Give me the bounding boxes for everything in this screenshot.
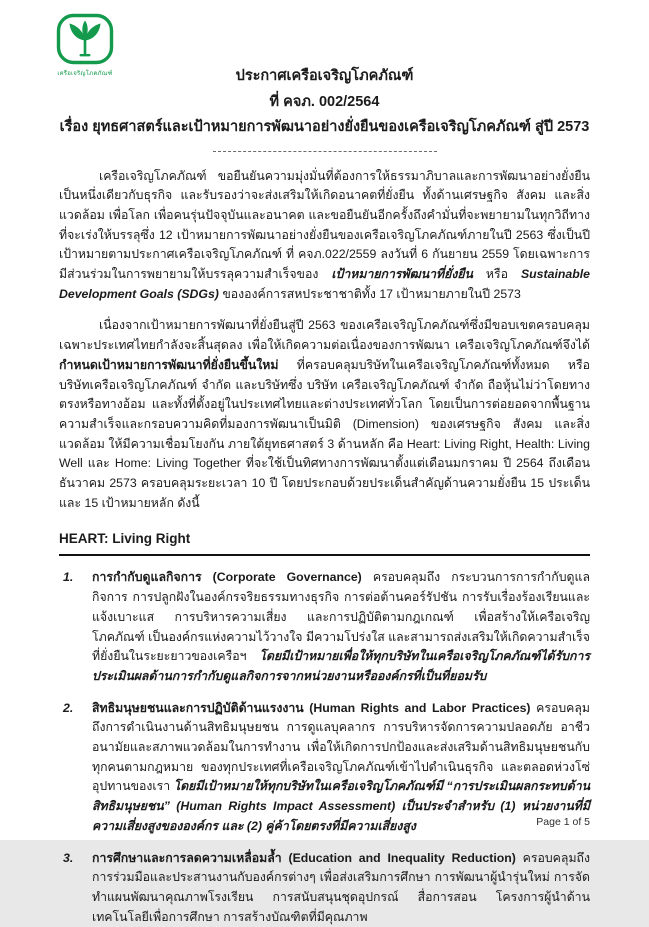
section-heading-heart: HEART: Living Right [59, 531, 590, 556]
paragraph-strategy: เนื่องจากเป้าหมายการพัฒนาที่ยั่งยืนสู่ปี 2563 ของเครือเจริญโภคภัณฑ์ซึ่งมีขอบเขตครอบคลุมเฉพาะประเทศไทยกำลังจะสิ้นสุดลง เพื่อให้เกิดความต่อเนื่องของการพัฒนา เครือเจริญโภคภัณฑ์จึงได้กำหนดเป้าหมายการพัฒนาที่ยั่งยืนขึ้นใหม่ ที่ครอบคลุมบริษัทในเครือเจริญโภคภัณฑ์ทั้งหมด หรือบริษัทเครือเจริญโภคภัณฑ์ จำกัด และบริษัทซึ่ง บริษัท เครือเจริญโภคภัณฑ์ จำกัด ถือหุ้นไม่ว่าโดยทางตรงหรือทางอ้อม และทั้งที่ตั้งอยู่ในประเทศไทยและต่างประเทศทั่วโลก โดยเป็นการต่อยอดจากพื้นฐานความสำเร็จและกรอบความคิดที่มองการพัฒนาเป็นมิติ (Dimension) ของเศรษฐกิจ สังคม และสิ่งแวดล้อม ให้มีความเชื่อมโยงกัน ภายใต้ยุทธศาสตร์ 3 ด้านหลัก คือ Heart: Living Right, Health: Living Well และ Home: Living Together ที่จะใช้เป็นทิศทางการพัฒนาตั้งแต่เดือนมกราคม ปี 2564 ถึงเดือนธันวาคม 2573 ครอบคลุมระยะเวลา 10 ปี โดยประกอบด้วยประเด็นสำคัญด้านความยั่งยืน 15 ประเด็นและ 15 เป้าหมายหลัก ดังนี้ [59, 318, 590, 510]
item-text: การกำกับดูแลกิจการ (Corporate Governance) ครอบคลุมถึง กระบวนการการกำกับดูแลกิจการ การปลูกฝังในองค์กรจริยธรรมทางธุรกิจ การต่อต้านคอร์รัปชัน การรับเรื่องร้องเรียนและแจ้งเบาะแส การบริหารความเสี่ยง และการปฏิบัติตามกฎเกณฑ์ เพื่อสร้างให้เครือเจริญโภคภัณฑ์ เป็นองค์กรแห่งความไว้วางใจ มีความโปร่งใส และสามารถส่งเสริมให้เกิดความสำเร็จที่ยั่งยืนในระยะยาวของเครือฯ โดยมีเป้าหมายเพื่อให้ทุกบริษัทในเครือเจริญโภคภัณฑ์ได้รับการประเมินผลด้านการกำกับดูแลกิจการจากหน่วยงานหรือองค์กรที่เป็นที่ยอมรับ [92, 570, 590, 683]
item-number: 1. [63, 570, 74, 585]
item-number: 3. [63, 850, 74, 865]
item-text: การศึกษาและการลดความเหลื่อมล้ำ (Education and Inequality Reduction) ครอบคลุมถึงการร่วมมือและประสานงานกับองค์กรต่างๆ เพื่อส่งเสริมการศึกษา การพัฒนาผู้นำรุ่นใหม่ การจัดทำแผนพัฒนาคุณภาพโรงเรียน การสนับสนุนชุดอุปกรณ์ สื่อการสอน โครงการผู้นำด้านเทคโนโลยีเพื่อการศึกษา การสร้างบัณฑิตที่มีคุณภาพ [92, 850, 590, 924]
cp-flower-icon [56, 13, 114, 65]
announcement-title: ประกาศเครือเจริญโภคภัณฑ์ [235, 68, 414, 84]
announcement-subject: เรื่อง ยุทธศาสตร์และเป้าหมายการพัฒนาอย่างยั่งยืนของเครือเจริญโภคภัณฑ์ สู่ปี 2573 [59, 119, 590, 135]
logo-caption: เครือเจริญโภคภัณฑ์ [57, 71, 113, 77]
paragraph-intro: เครือเจริญโภคภัณฑ์ ขอยืนยันความมุ่งมั่นที่ต้องการให้ธรรมาภิบาลและการพัฒนาอย่างยั่งยืนเป็นหนึ่งเดียวกับธุรกิจ และรับรองว่าจะส่งเสริมให้เกิดอนาคตที่ยั่งยืน ทั้งด้านเศรษฐกิจ สังคม และสิ่งแวดล้อม เพื่อโลก เพื่อคนรุ่นปัจจุบันและอนาคต และขอยืนยันอีกครั้งถึงคำมั่นที่จะพยายามในทุกวิถีทางที่จะเร่งให้บรรลุซึ่ง 12 เป้าหมายการพัฒนาอย่างยั่งยืนของเครือเจริญโภคภัณฑ์ภายในปี 2563 ซึ่งเป็นปีเป้าหมายตามประกาศเครือเจริญโภคภัณฑ์ ที่ คจภ.022/2559 ลงวันที่ 6 กันยายน 2559 โดยเฉพาะการมีส่วนร่วมในการพยายามให้บรรลุความสำเร็จของ เป้าหมายการพัฒนาที่ยั่งยืน หรือ Sustainable Development Goals (SDGs) ขององค์การสหประชาชาติทั้ง 17 เป้าหมายภายในปี 2573 [59, 168, 590, 301]
list-item-human-rights [59, 699, 590, 837]
item-number: 2. [63, 700, 74, 715]
item-text: สิทธิมนุษยชนและการปฏิบัติด้านแรงงาน (Human Rights and Labor Practices) ครอบคลุมถึงการดำเนินงานด้านสิทธิมนุษยชน การดูแลบุคลากร การบริหารจัดการความปลอดภัย อาชีวอนามัยและสภาพแวดล้อมในการทำงาน เพื่อให้เกิดการปกป้องและส่งเสริมด้านสิทธิมนุษยชนกับทุกคนตามกฎหมาย ของทุกประเทศที่เครือเจริญโภคภัณฑ์เข้าไปดำเนินธุรกิจ และตลอดห่วงโซ่อุปทานของเรา โดยมีเป้าหมายให้ทุกบริษัทในเครือเจริญโภคภัณฑ์มี “การประเมินผลกระทบด้านสิทธิมนุษยชน” (Human Rights Impact Assessment) เป็นประจำสำหรับ (1) หน่วยงานที่มีความเสี่ยงสูงขององค์กร และ (2) คู่ค้าโดยตรงที่มีความเสี่ยงสูง [92, 700, 590, 833]
announcement-number: ที่ คจภ. 002/2564 [269, 93, 380, 110]
cp-logo [48, 13, 122, 78]
dashed-divider [213, 151, 437, 152]
list-item-governance [59, 568, 590, 686]
list-item-education [59, 849, 590, 927]
page-number: Page 1 of 5 [536, 816, 590, 828]
